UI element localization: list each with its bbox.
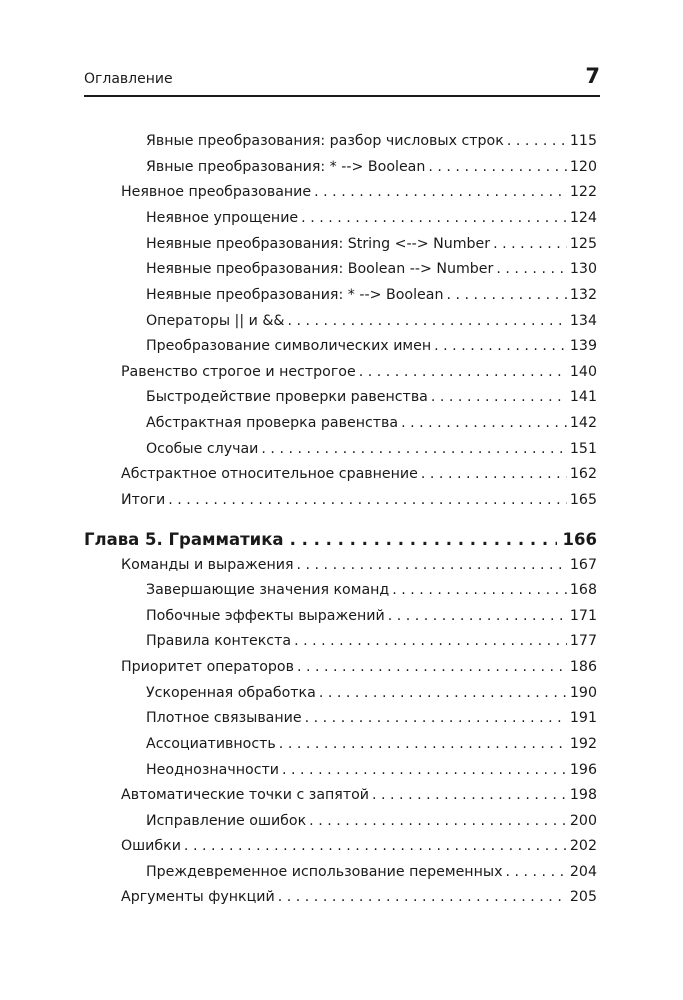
toc-entry[interactable] bbox=[121, 657, 597, 677]
toc-entry-page: 192 bbox=[569, 736, 597, 752]
running-header-title: Оглавление bbox=[84, 71, 173, 87]
toc-entry[interactable] bbox=[121, 887, 597, 907]
toc-entry-title: Правила контекста bbox=[146, 633, 292, 649]
toc-entry[interactable] bbox=[121, 490, 597, 510]
toc-entry-title: Исправление ошибок bbox=[146, 813, 307, 829]
dot-leader bbox=[431, 387, 567, 407]
dot-leader bbox=[314, 182, 567, 202]
toc-entry-page: 140 bbox=[569, 364, 597, 380]
toc-entry-title: Операторы || и && bbox=[146, 313, 285, 329]
toc-entry-page: 162 bbox=[569, 466, 597, 482]
toc-entry[interactable] bbox=[121, 836, 597, 856]
dot-leader bbox=[505, 862, 566, 882]
toc-entry-title: Побочные эффекты выражений bbox=[146, 608, 385, 624]
page-number: 7 bbox=[585, 64, 600, 88]
toc-entry-page: 198 bbox=[569, 787, 597, 803]
toc-entry-page: 190 bbox=[569, 685, 597, 701]
toc-entry-page: 177 bbox=[569, 633, 597, 649]
dot-leader bbox=[305, 708, 567, 728]
toc-entry-page: 167 bbox=[569, 557, 597, 573]
toc-entry[interactable] bbox=[146, 580, 597, 600]
toc-entry-title: Быстродействие проверки равенства bbox=[146, 389, 428, 405]
dot-leader bbox=[168, 490, 567, 510]
dot-leader bbox=[446, 285, 566, 305]
toc-entry-page: 186 bbox=[569, 659, 597, 675]
chapter-page: 166 bbox=[562, 530, 597, 549]
toc-entry-title: Ассоциативность bbox=[146, 736, 276, 752]
toc-entry-page: 202 bbox=[569, 838, 597, 854]
toc-entry[interactable] bbox=[146, 631, 597, 651]
dot-leader bbox=[309, 811, 567, 831]
toc-entry-page: 134 bbox=[569, 313, 597, 329]
dot-leader bbox=[294, 631, 567, 651]
dot-leader bbox=[184, 836, 567, 856]
toc-entry[interactable] bbox=[146, 606, 597, 626]
dot-leader bbox=[296, 555, 566, 575]
dot-leader bbox=[388, 606, 567, 626]
dot-leader bbox=[290, 528, 557, 552]
toc-entry-title: Ускоренная обработка bbox=[146, 685, 316, 701]
toc-entry[interactable] bbox=[146, 439, 597, 459]
toc-entry-page: 165 bbox=[569, 492, 597, 508]
dot-leader bbox=[372, 785, 567, 805]
toc-entry[interactable] bbox=[121, 362, 597, 382]
toc-entry-title: Неявные преобразования: String <--> Number bbox=[146, 236, 491, 252]
toc-entry-title: Абстрактное относительное сравнение bbox=[121, 466, 418, 482]
dot-leader bbox=[261, 439, 567, 459]
toc-entry[interactable] bbox=[146, 131, 597, 151]
dot-leader bbox=[401, 413, 567, 433]
toc-entry-title: Явные преобразования: * --> Boolean bbox=[146, 159, 426, 175]
toc-entry-page: 204 bbox=[569, 864, 597, 880]
dot-leader bbox=[282, 760, 567, 780]
toc-entry[interactable] bbox=[146, 234, 597, 254]
toc-entry[interactable] bbox=[146, 259, 597, 279]
toc-entry[interactable] bbox=[121, 785, 597, 805]
toc-entry[interactable] bbox=[146, 760, 597, 780]
toc-entry[interactable] bbox=[146, 811, 597, 831]
toc-entry-title: Аргументы функций bbox=[121, 889, 275, 905]
chapter-title: Глава 5. Грамматика bbox=[84, 530, 284, 549]
toc-entry[interactable] bbox=[146, 157, 597, 177]
toc-entry-title: Преждевременное использование переменных bbox=[146, 864, 503, 880]
dot-leader bbox=[493, 234, 567, 254]
toc-entry[interactable] bbox=[146, 387, 597, 407]
toc-entry-title: Автоматические точки с запятой bbox=[121, 787, 369, 803]
toc-entry-page: 142 bbox=[569, 415, 597, 431]
toc-entry-page: 122 bbox=[569, 184, 597, 200]
dot-leader bbox=[301, 208, 567, 228]
toc-entry-title: Плотное связывание bbox=[146, 710, 302, 726]
dot-leader bbox=[279, 734, 567, 754]
toc-entry-page: 141 bbox=[569, 389, 597, 405]
toc-entry-page: 200 bbox=[569, 813, 597, 829]
toc-entry-title: Приоритет операторов bbox=[121, 659, 294, 675]
dot-leader bbox=[359, 362, 567, 382]
dot-leader bbox=[319, 683, 567, 703]
dot-leader bbox=[278, 887, 567, 907]
dot-leader bbox=[507, 131, 567, 151]
toc-entry[interactable] bbox=[146, 336, 597, 356]
toc-entry-title: Неоднозначности bbox=[146, 762, 279, 778]
toc-entry-page: 171 bbox=[569, 608, 597, 624]
toc-entry-title: Абстрактная проверка равенства bbox=[146, 415, 399, 431]
toc-entry[interactable] bbox=[146, 734, 597, 754]
toc-entry[interactable] bbox=[121, 464, 597, 484]
toc-entry-page: 120 bbox=[569, 159, 597, 175]
toc-entry-title: Ошибки bbox=[121, 838, 181, 854]
toc-entry-page: 125 bbox=[569, 236, 597, 252]
toc-entry-title: Особые случаи bbox=[146, 441, 259, 457]
toc-entry-page: 132 bbox=[569, 287, 597, 303]
dot-leader bbox=[297, 657, 567, 677]
toc-entry-page: 130 bbox=[569, 261, 597, 277]
toc-entry[interactable] bbox=[121, 555, 597, 575]
toc-entry-title: Преобразование символических имен bbox=[146, 338, 432, 354]
dot-leader bbox=[428, 157, 567, 177]
toc-entry[interactable] bbox=[146, 708, 597, 728]
toc-entry-title: Итоги bbox=[121, 492, 166, 508]
toc-chapter-heading[interactable] bbox=[84, 528, 597, 552]
toc-entry[interactable] bbox=[146, 413, 597, 433]
toc-entry-title: Завершающие значения команд bbox=[146, 582, 390, 598]
dot-leader bbox=[496, 259, 567, 279]
toc-entry-title: Неявные преобразования: * --> Boolean bbox=[146, 287, 444, 303]
dot-leader bbox=[434, 336, 567, 356]
toc-entry-title: Явные преобразования: разбор числовых строк bbox=[146, 133, 504, 149]
toc-entry-page: 205 bbox=[569, 889, 597, 905]
toc-entry-page: 151 bbox=[569, 441, 597, 457]
toc-entry-page: 191 bbox=[569, 710, 597, 726]
toc-entry-title: Равенство строгое и нестрогое bbox=[121, 364, 356, 380]
toc-entry[interactable] bbox=[146, 285, 597, 305]
toc-entry-page: 168 bbox=[569, 582, 597, 598]
toc-entry-title: Неявные преобразования: Boolean --> Number bbox=[146, 261, 494, 277]
toc-entry-title: Неявное преобразование bbox=[121, 184, 312, 200]
toc-entry-title: Неявное упрощение bbox=[146, 210, 299, 226]
dot-leader bbox=[287, 311, 566, 331]
dot-leader bbox=[421, 464, 567, 484]
toc-entry[interactable] bbox=[146, 862, 597, 882]
toc-entry[interactable] bbox=[121, 182, 597, 202]
toc-entry[interactable] bbox=[146, 311, 597, 331]
toc-entry-title: Команды и выражения bbox=[121, 557, 294, 573]
toc-entry[interactable] bbox=[146, 683, 597, 703]
toc-entry-page: 124 bbox=[569, 210, 597, 226]
dot-leader bbox=[392, 580, 567, 600]
toc-entry-page: 139 bbox=[569, 338, 597, 354]
toc-entry-page: 115 bbox=[569, 133, 597, 149]
toc-entry[interactable] bbox=[146, 208, 597, 228]
toc-entry-page: 196 bbox=[569, 762, 597, 778]
